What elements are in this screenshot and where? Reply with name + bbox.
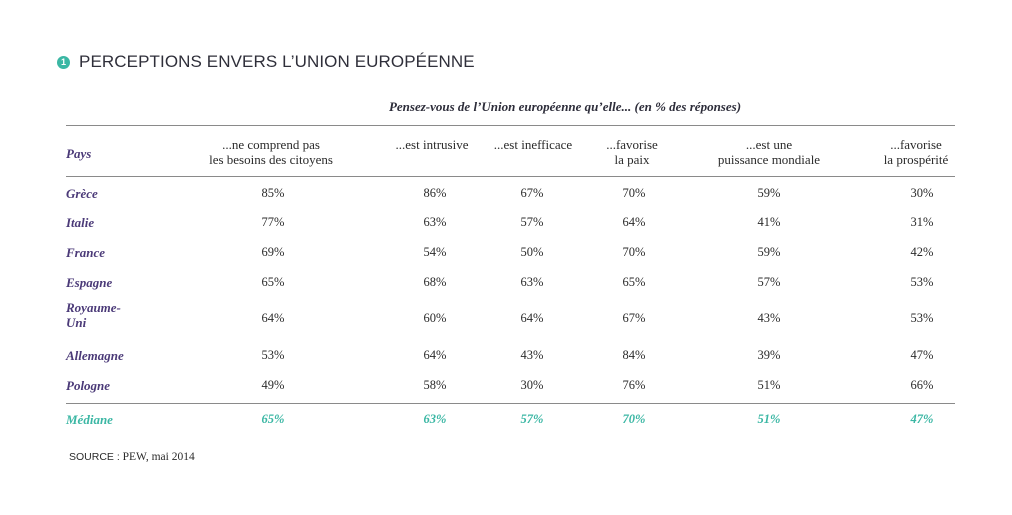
column-header-line: les besoins des citoyens [209,152,333,167]
table-cell: 66% [910,378,934,392]
column-header-favorise-prosperite [866,137,966,167]
table-cell: 68% [423,275,447,289]
table-cell: 70% [622,186,646,200]
table-row [0,300,1012,331]
row-country: Royaume-Uni [66,300,121,330]
column-header-line: ...est inefficace [493,137,573,152]
source-label: SOURCE : [69,451,120,463]
table-cell: 57% [520,215,544,229]
table-cell: 86% [423,186,447,200]
row-country: Grèce [66,186,98,201]
column-header-line: la paix [614,152,650,167]
table-cell: 84% [622,348,646,362]
table-cell: 49% [261,378,285,392]
source-text: PEW, mai 2014 [122,451,195,463]
table-cell: 43% [757,311,781,325]
table-cell: 59% [757,245,781,259]
table-cell: 64% [622,215,646,229]
table-cell: 30% [910,186,934,200]
table-row [0,215,1012,235]
column-header-line: ...est une [745,137,793,152]
row-country: Italie [66,215,95,230]
table-row [0,378,1012,398]
source-note [69,451,195,463]
table-row [0,348,1012,368]
figure-title-row [57,52,475,72]
table-cell: 53% [261,348,285,362]
column-header-ne-comprend-pas [196,137,346,167]
table-cell: 53% [910,275,934,289]
column-header-favorise-paix [594,137,670,167]
column-header-intrusive [386,137,478,152]
median-cell: 63% [423,412,447,426]
table-cell: 63% [520,275,544,289]
column-header-inefficace [485,137,581,152]
column-header-line: puissance mondiale [717,152,821,167]
table-cell: 76% [622,378,646,392]
table-cell: 31% [910,215,934,229]
table-cell: 42% [910,245,934,259]
table-cell: 64% [261,311,285,325]
table-cell: 65% [622,275,646,289]
median-label: Médiane [66,412,113,427]
table-top-rule [66,125,955,126]
table-cell: 54% [423,245,447,259]
table-row [0,186,1012,206]
column-header-line: ...favorise [606,137,658,152]
table-cell: 41% [757,215,781,229]
table-cell: 30% [520,378,544,392]
median-cell: 51% [757,412,781,426]
table-cell: 39% [757,348,781,362]
table-row [0,275,1012,295]
table-cell: 63% [423,215,447,229]
row-country: Pologne [66,378,111,393]
column-header-line: la prospérité [883,152,949,167]
table-cell: 58% [423,378,447,392]
header-bottom-rule [66,176,955,177]
table-cell: 51% [757,378,781,392]
table-cell: 64% [423,348,447,362]
row-country: Allemagne [66,348,124,363]
page-title: PERCEPTIONS ENVERS L’UNION EUROPÉENNE [79,52,475,71]
median-cell: 65% [261,412,285,426]
table-cell: 70% [622,245,646,259]
column-header-country: Pays [66,146,92,161]
median-row [0,412,1012,432]
table-cell: 43% [520,348,544,362]
table-cell: 50% [520,245,544,259]
column-header-line: ...favorise [890,137,942,152]
table-cell: 53% [910,311,934,325]
table-cell: 85% [261,186,285,200]
table-cell: 57% [757,275,781,289]
table-cell: 67% [622,311,646,325]
table-cell: 64% [520,311,544,325]
table-row [0,245,1012,265]
table-cell: 77% [261,215,285,229]
median-cell: 47% [910,412,934,426]
table-question: Pensez-vous de l’Union européenne qu’elle... (en % des réponses) [388,99,742,114]
figure-number-badge: 1 [57,56,70,69]
column-header-line: ...est intrusive [395,137,469,152]
median-cell: 70% [622,412,646,426]
median-top-rule [66,403,955,404]
column-header-puissance-mondiale [704,137,834,167]
table-cell: 59% [757,186,781,200]
median-cell: 57% [520,412,544,426]
table-cell: 69% [261,245,285,259]
row-country: France [66,245,105,260]
table-cell: 47% [910,348,934,362]
row-country: Espagne [66,275,113,290]
table-cell: 65% [261,275,285,289]
table-cell: 60% [423,311,447,325]
column-header-line: ...ne comprend pas [222,137,320,152]
table-cell: 67% [520,186,544,200]
